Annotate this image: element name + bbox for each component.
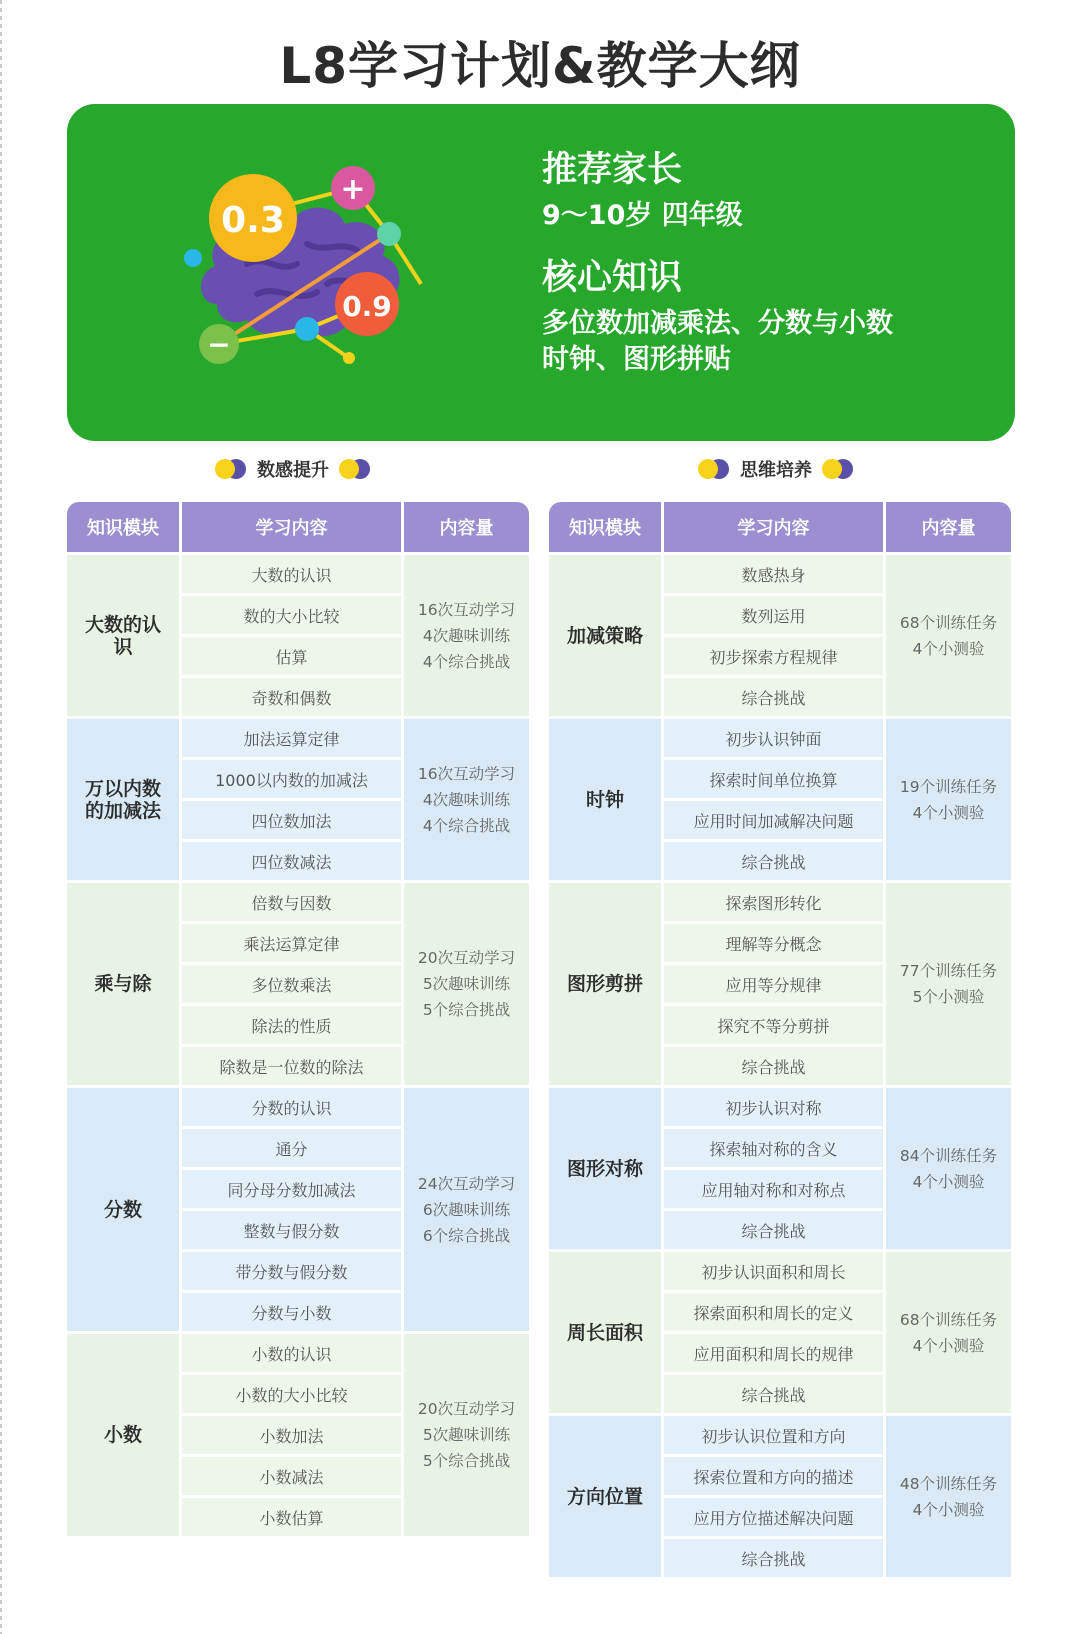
page-title: L8学习计划&教学大纲	[279, 37, 801, 95]
content-item: 初步认识面积和周长	[664, 1252, 883, 1290]
content-item: 1000以内数的加减法	[182, 760, 401, 798]
content-item: 带分数与假分数	[182, 1252, 401, 1290]
content-item: 小数的认识	[182, 1334, 401, 1372]
header-module: 知识模块	[67, 502, 179, 552]
section-title-right: 思维培养	[740, 460, 812, 481]
module-name: 周长面积	[549, 1252, 661, 1413]
content-item: 应用轴对称和对称点	[664, 1170, 883, 1208]
core-line-1: 多位数加减乘法、分数与小数	[542, 308, 893, 339]
volume-line: 4个小测验	[912, 803, 985, 822]
volume-line: 4次趣味训练	[422, 790, 511, 809]
volume-line: 5次趣味训练	[422, 1426, 511, 1444]
content-volume	[404, 555, 529, 716]
content-item: 除数是一位数的除法	[182, 1047, 401, 1085]
left-syllabus-table	[67, 502, 529, 1536]
header-module: 知识模块	[549, 502, 661, 552]
section-title-left: 数感提升	[257, 460, 329, 481]
right-syllabus-table	[549, 502, 1011, 1577]
content-volume	[886, 883, 1011, 1085]
content-item: 综合挑战	[664, 678, 883, 716]
recommend-heading: 推荐家长	[542, 150, 683, 190]
plus-icon: +	[340, 172, 366, 207]
content-volume	[886, 1252, 1011, 1413]
content-volume	[404, 883, 529, 1085]
content-volume	[404, 719, 529, 880]
content-item: 整数与假分数	[182, 1211, 401, 1249]
volume-line: 19个训练任务	[899, 777, 998, 796]
dots-icon	[215, 459, 247, 479]
module-name: 加减策略	[549, 555, 661, 716]
content-item: 初步认识钟面	[664, 719, 883, 757]
content-item: 多位数乘法	[182, 965, 401, 1003]
volume-line: 4个小测验	[912, 1172, 985, 1191]
recommend-value: 9～10岁 四年级	[542, 200, 743, 231]
volume-line: 4次趣味训练	[422, 626, 511, 645]
module-name: 分数	[67, 1088, 179, 1331]
content-item: 数感热身	[664, 555, 883, 593]
content-item: 综合挑战	[664, 1375, 883, 1413]
content-item: 数的大小比较	[182, 596, 401, 634]
core-line-2: 时钟、图形拼贴	[542, 344, 731, 375]
volume-line: 24次互动学习	[417, 1174, 516, 1193]
content-volume	[886, 719, 1011, 880]
content-item: 应用方位描述解决问题	[664, 1498, 883, 1536]
module-name: 万以内数的加减法	[67, 719, 179, 880]
content-item: 探索图形转化	[664, 883, 883, 921]
content-item: 应用面积和周长的规律	[664, 1334, 883, 1372]
core-heading: 核心知识	[542, 258, 683, 298]
module-name: 图形对称	[549, 1088, 661, 1249]
content-item: 乘法运算定律	[182, 924, 401, 962]
content-volume	[886, 1416, 1011, 1577]
volume-line: 4个综合挑战	[422, 652, 511, 671]
content-item: 综合挑战	[664, 1047, 883, 1085]
volume-line: 84个训练任务	[899, 1146, 998, 1165]
content-item: 应用时间加减解决问题	[664, 801, 883, 839]
content-item: 四位数减法	[182, 842, 401, 880]
content-item: 小数的大小比较	[182, 1375, 401, 1413]
volume-line: 68个训练任务	[899, 1310, 998, 1329]
header-content: 学习内容	[664, 502, 883, 552]
content-item: 应用等分规律	[664, 965, 883, 1003]
volume-line: 4个小测验	[912, 1500, 985, 1519]
page-edge-divider	[0, 0, 2, 1634]
section-label-right	[698, 456, 854, 482]
module-name: 小数	[67, 1334, 179, 1536]
content-item: 同分母分数加减法	[182, 1170, 401, 1208]
content-item: 加法运算定律	[182, 719, 401, 757]
header-volume: 内容量	[404, 502, 529, 552]
content-item: 四位数加法	[182, 801, 401, 839]
module-name: 时钟	[549, 719, 661, 880]
content-volume	[404, 1334, 529, 1536]
recommend-block	[542, 150, 743, 234]
core-knowledge-block	[542, 258, 893, 378]
content-item: 探索面积和周长的定义	[664, 1293, 883, 1331]
content-item: 探索轴对称的含义	[664, 1129, 883, 1167]
dots-icon	[698, 459, 730, 479]
content-item: 估算	[182, 637, 401, 675]
module-name: 方向位置	[549, 1416, 661, 1577]
content-item: 探索时间单位换算	[664, 760, 883, 798]
volume-line: 5个小测验	[912, 988, 985, 1006]
volume-line: 6个综合挑战	[422, 1226, 511, 1245]
content-item: 分数与小数	[182, 1293, 401, 1331]
content-item: 探索位置和方向的描述	[664, 1457, 883, 1495]
section-label-left	[215, 456, 371, 482]
content-item: 综合挑战	[664, 842, 883, 880]
content-volume	[886, 555, 1011, 716]
content-item: 初步认识位置和方向	[664, 1416, 883, 1454]
content-item: 奇数和偶数	[182, 678, 401, 716]
content-item: 小数减法	[182, 1457, 401, 1495]
content-item: 倍数与因数	[182, 883, 401, 921]
module-name: 乘与除	[67, 883, 179, 1085]
content-item: 小数加法	[182, 1416, 401, 1454]
dots-icon	[822, 459, 854, 479]
volume-line: 16次互动学习	[417, 764, 516, 783]
volume-line: 20次互动学习	[417, 1400, 516, 1418]
volume-line: 20次互动学习	[417, 949, 516, 967]
brain-illustration	[177, 154, 437, 384]
volume-line: 48个训练任务	[899, 1474, 998, 1493]
dots-icon	[339, 459, 371, 479]
volume-line: 5个综合挑战	[422, 1452, 511, 1470]
volume-line: 4个小测验	[912, 639, 985, 658]
header-content: 学习内容	[182, 502, 401, 552]
volume-line: 16次互动学习	[417, 600, 516, 619]
volume-line: 4个综合挑战	[422, 816, 511, 835]
content-item: 除法的性质	[182, 1006, 401, 1044]
volume-line: 68个训练任务	[899, 613, 998, 632]
content-volume	[886, 1088, 1011, 1249]
content-item: 初步探索方程规律	[664, 637, 883, 675]
content-item: 小数估算	[182, 1498, 401, 1536]
volume-line: 77个训练任务	[899, 962, 998, 980]
content-item: 初步认识对称	[664, 1088, 883, 1126]
content-item: 综合挑战	[664, 1211, 883, 1249]
bubble-value-left: 0.3	[221, 200, 285, 241]
content-item: 数列运用	[664, 596, 883, 634]
content-item: 大数的认识	[182, 555, 401, 593]
content-item: 理解等分概念	[664, 924, 883, 962]
content-item: 通分	[182, 1129, 401, 1167]
header-volume: 内容量	[886, 502, 1011, 552]
volume-line: 6次趣味训练	[422, 1200, 511, 1219]
volume-line: 5次趣味训练	[422, 975, 511, 993]
content-item: 分数的认识	[182, 1088, 401, 1126]
module-name: 图形剪拼	[549, 883, 661, 1085]
volume-line: 4个小测验	[912, 1336, 985, 1355]
hero-banner	[67, 104, 1015, 441]
volume-line: 5个综合挑战	[422, 1001, 511, 1019]
minus-icon: −	[207, 328, 231, 361]
content-item: 探究不等分剪拼	[664, 1006, 883, 1044]
content-item: 综合挑战	[664, 1539, 883, 1577]
content-volume	[404, 1088, 529, 1331]
bubble-value-right: 0.9	[342, 290, 392, 323]
module-name: 大数的认识	[67, 555, 179, 716]
